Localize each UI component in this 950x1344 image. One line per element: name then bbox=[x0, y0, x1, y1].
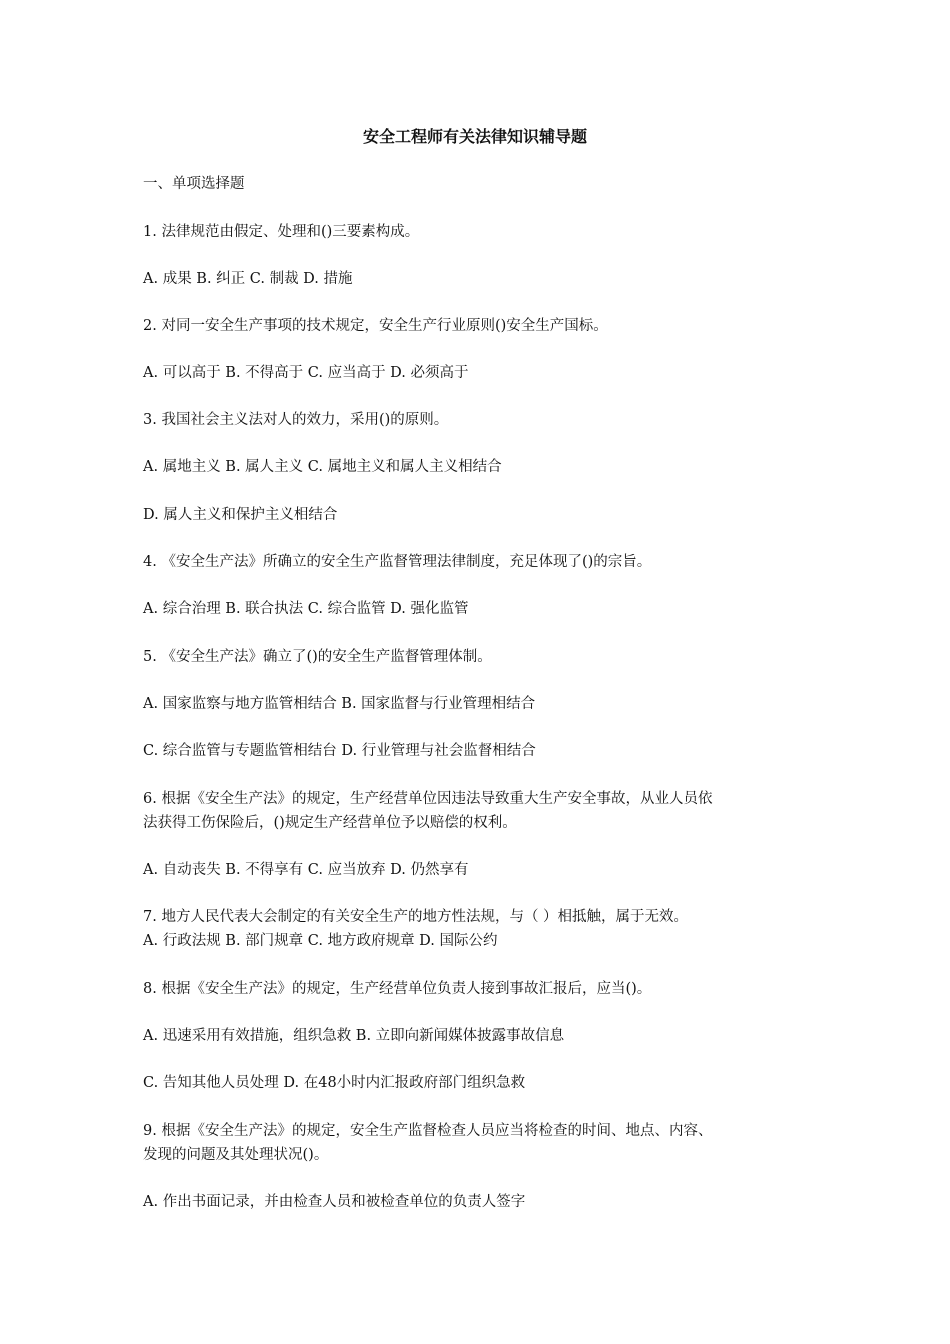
question-3: 3. 我国社会主义法对人的效力，采用()的原则。 bbox=[143, 412, 449, 428]
question-2: 2. 对同一安全生产事项的技术规定，安全生产行业原则()安全生产国标。 bbox=[143, 318, 608, 334]
document-title: 安全工程师有关法律知识辅导题 bbox=[362, 127, 587, 146]
section-heading: 一、单项选择题 bbox=[143, 176, 245, 192]
question-7: 7. 地方人民代表大会制定的有关安全生产的地方性法规，与（ ）相抵触，属于无效。 bbox=[143, 909, 689, 925]
question-5-options-cont: C. 综合监管与专题监管相结台 D. 行业管理与社会监督相结合 bbox=[143, 743, 536, 759]
question-6-options: A. 自动丧失 B. 不得享有 C. 应当放弃 D. 仍然享有 bbox=[143, 862, 469, 878]
question-6: 6. 根据《安全生产法》的规定，生产经营单位因违法导致重大生产安全事故，从业人员依 bbox=[143, 791, 713, 807]
question-1-options: A. 成果 B. 纠正 C. 制裁 D. 措施 bbox=[143, 271, 353, 287]
question-6-cont: 法获得工伤保险后，()规定生产经营单位予以赔偿的权利。 bbox=[143, 815, 517, 831]
question-4: 4. 《安全生产法》所确立的安全生产监督管理法律制度，充足体现了()的宗旨。 bbox=[143, 554, 652, 570]
question-8: 8. 根据《安全生产法》的规定，生产经营单位负责人接到事故汇报后，应当()。 bbox=[143, 981, 652, 997]
question-5-options: A. 国家监察与地方监管相结合 B. 国家监督与行业管理相结合 bbox=[143, 696, 536, 712]
question-9-options: A. 作出书面记录，并由检查人员和被检查单位的负责人签字 bbox=[143, 1194, 526, 1210]
question-8-options-cont: C. 告知其他人员处理 D. 在48小时内汇报政府部门组织急救 bbox=[143, 1075, 526, 1091]
question-3-options-cont: D. 属人主义和保护主义相结合 bbox=[143, 507, 338, 523]
question-3-options: A. 属地主义 B. 属人主义 C. 属地主义和属人主义相结合 bbox=[143, 459, 502, 475]
question-4-options: A. 综合治理 B. 联合执法 C. 综合监管 D. 强化监管 bbox=[143, 601, 469, 617]
question-9: 9. 根据《安全生产法》的规定，安全生产监督检查人员应当将检查的时间、地点、内容、 bbox=[143, 1123, 713, 1139]
question-8-options: A. 迅速采用有效措施，组织急救 B. 立即向新闻媒体披露事故信息 bbox=[143, 1028, 565, 1044]
question-5: 5. 《安全生产法》确立了()的安全生产监督管理体制。 bbox=[143, 649, 492, 665]
question-1: 1. 法律规范由假定、处理和()三要素构成。 bbox=[143, 224, 420, 240]
question-9-cont: 发现的问题及其处理状况()。 bbox=[143, 1147, 329, 1163]
question-2-options: A. 可以高于 B. 不得高于 C. 应当高于 D. 必须高于 bbox=[143, 365, 469, 381]
question-7-options: A. 行政法规 B. 部门规章 C. 地方政府规章 D. 国际公约 bbox=[143, 933, 498, 949]
